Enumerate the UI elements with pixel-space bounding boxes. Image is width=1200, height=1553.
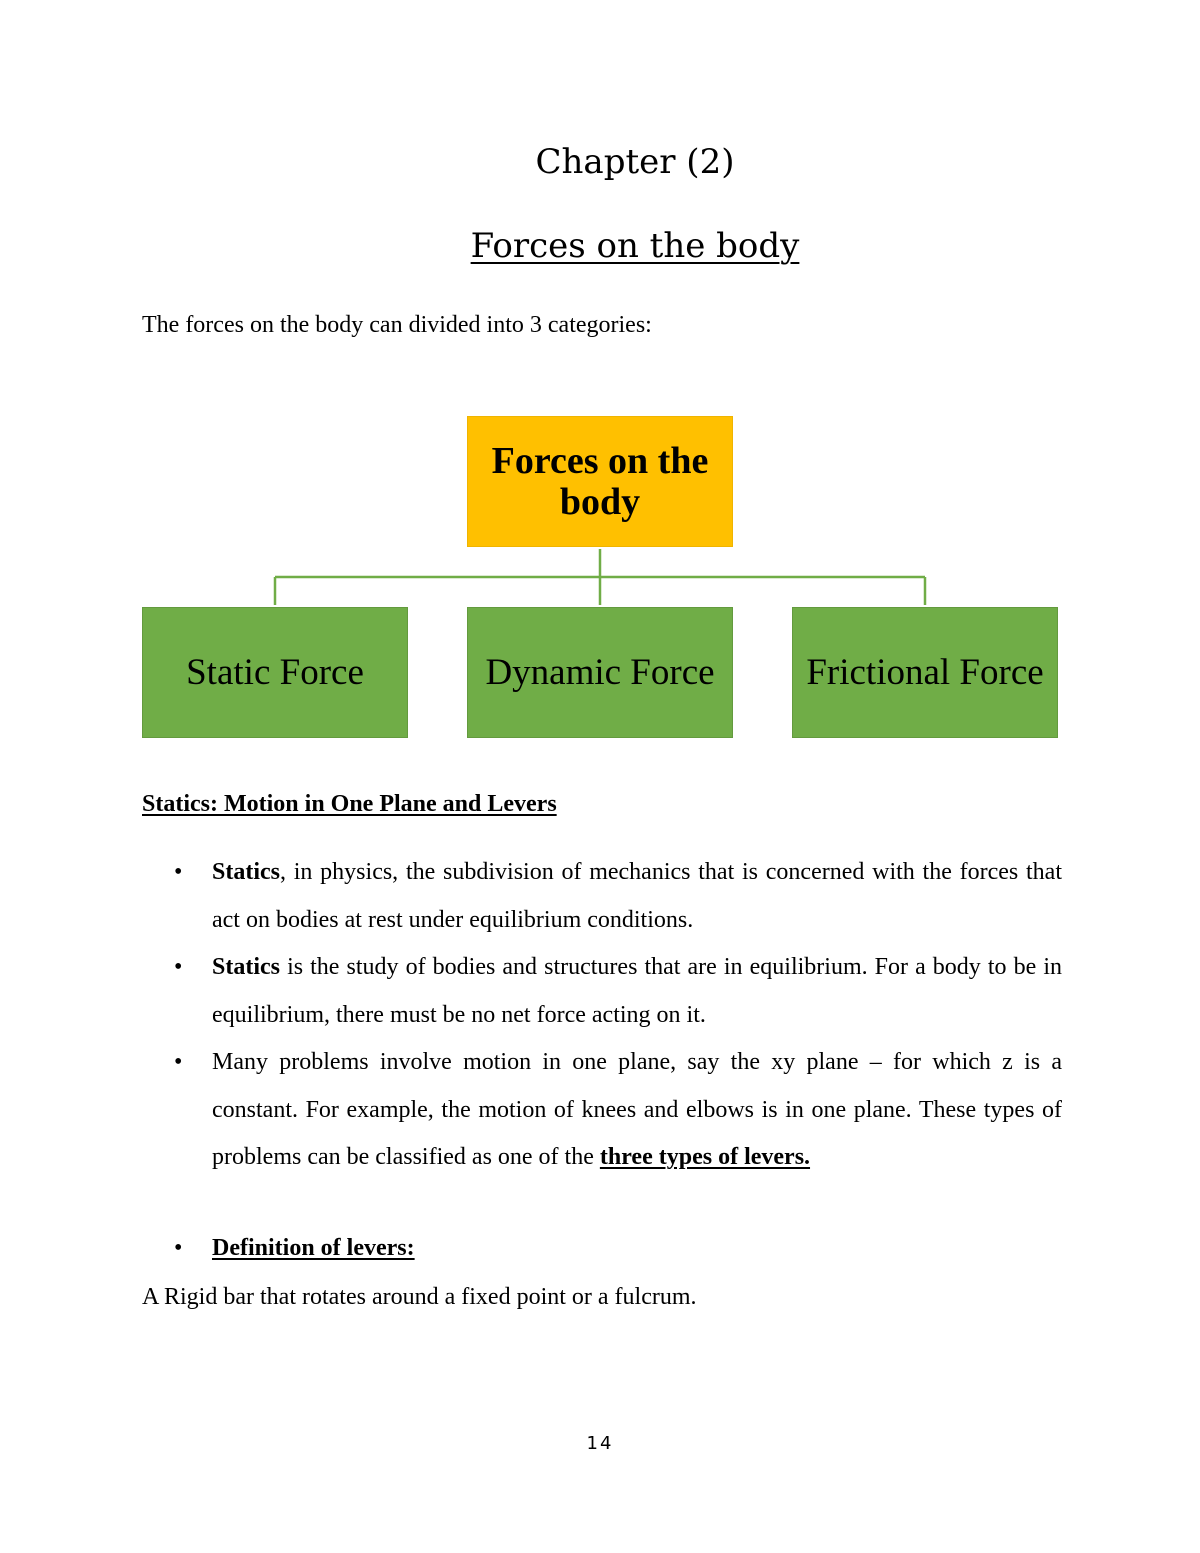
diagram-root-label: Forces on the body [491,439,709,523]
bullet-icon: • [174,954,183,980]
diagram-node-static-force [142,607,408,738]
definition-text: A Rigid bar that rotates around a fixed point or a fulcrum. [142,1284,697,1310]
diagram-node-label: Frictional Force [806,651,1044,693]
diagram-node-dynamic-force [467,607,733,738]
intro-paragraph: The forces on the body can divided into 3 categories: [142,312,652,338]
diagram-node-label: Dynamic Force [485,651,715,693]
diagram-node-frictional-force [792,607,1058,738]
definition-heading-item [142,1233,415,1263]
list-item-text: Many problems involve motion in one plane, say the xy plane – for which z is a constant. For example, the motion of knees and elbows is in one plane. These types of problems can be classified as one of the [212,1049,1062,1170]
emphasis-underlined: three types of levers. [599,1144,811,1170]
term-bold: Statics [212,859,280,885]
list-item-text: is the study of bodies and structures that are in equilibrium. For a body to be in equilibrium, there must be no net force acting on it. [212,954,1062,1028]
list-item [142,944,1062,1039]
page-number: 14 [586,1433,614,1454]
section-heading: Statics: Motion in One Plane and Levers [142,791,557,817]
bullet-icon: • [174,1049,183,1075]
list-item-text: , in physics, the subdivision of mechanics that is concerned with the forces that act on bodies at rest under equilibrium conditions. [212,859,1062,933]
bullet-list [142,849,1062,1182]
diagram-node-label: Static Force [186,651,364,693]
diagram-root-node [467,416,733,547]
list-item [142,1039,1062,1182]
bullet-icon: • [174,1235,183,1261]
page-title: Forces on the body [470,226,800,266]
term-bold: Statics [212,954,280,980]
list-item [142,849,1062,944]
chapter-label: Chapter (2) [535,142,735,182]
bullet-icon: • [174,859,183,885]
definition-heading: Definition of levers: [212,1235,415,1261]
